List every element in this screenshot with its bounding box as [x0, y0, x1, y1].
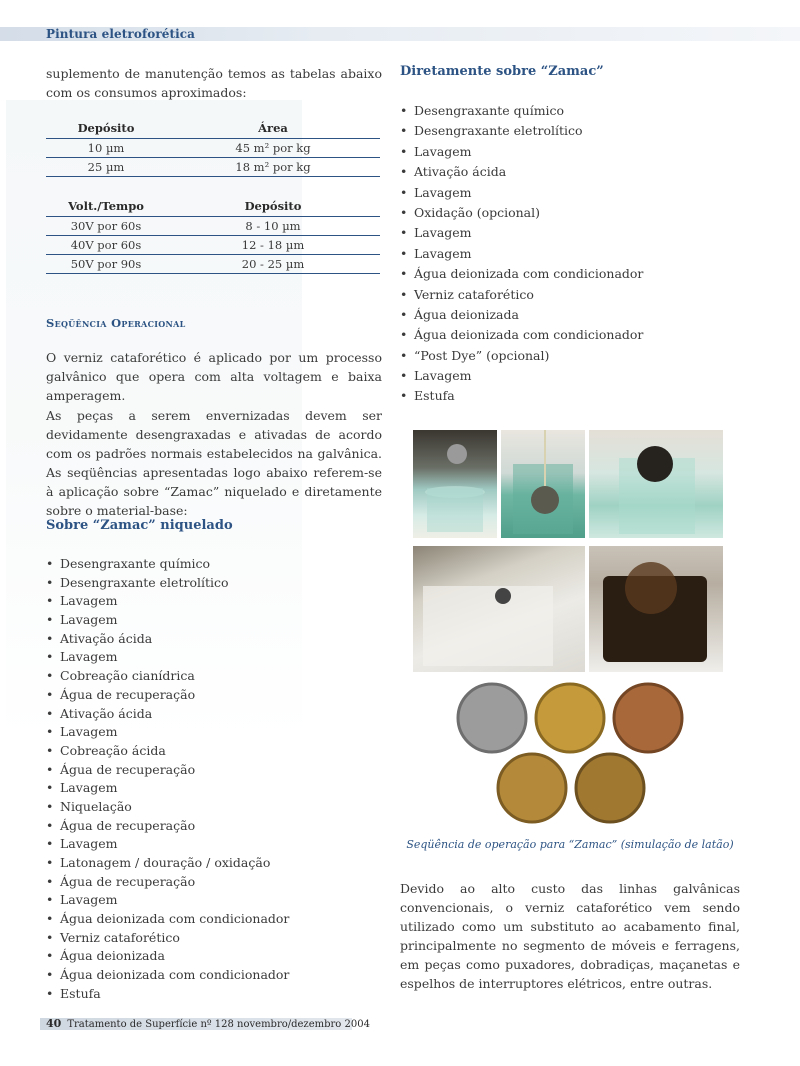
list-item-text: Água de recuperação — [60, 761, 196, 777]
bullet-icon: • — [400, 103, 408, 118]
list-item — [46, 686, 382, 705]
list-item-text: Lavagem — [414, 184, 472, 200]
paragraph-process: O verniz cataforético é aplicado por um processo galvânico que opera com alta voltagem e baixa amperagem. — [46, 350, 382, 403]
table-cell: 25 µm — [87, 160, 125, 174]
bullet-icon: • — [46, 612, 54, 628]
bullet-icon: • — [46, 948, 54, 964]
bullet-icon: • — [46, 556, 54, 571]
list-item-text: Lavagem — [60, 649, 118, 665]
list-item — [46, 761, 382, 780]
consumption-table — [46, 118, 380, 177]
figure-caption: Seqüência de operação para “Zamac” (simulação de latão) — [406, 838, 734, 851]
list-item — [46, 966, 382, 985]
list-item — [46, 742, 382, 761]
bullet-icon: • — [400, 225, 408, 241]
photo-beaker-2 — [501, 430, 585, 538]
list-item-text: Água deionizada com condicionador — [60, 911, 290, 927]
list-item-text: Lavagem — [414, 225, 472, 241]
list-item-text: Verniz cataforético — [60, 929, 180, 945]
list-item — [400, 346, 740, 366]
bullet-icon: • — [400, 204, 408, 220]
bullet-icon: • — [400, 184, 408, 200]
list-item — [400, 305, 740, 325]
list-item-text: Verniz cataforético — [414, 286, 534, 302]
bullet-icon: • — [400, 306, 408, 322]
list-item — [46, 817, 382, 836]
list-item-text: Água de recuperação — [60, 686, 196, 702]
direto-heading: Diretamente sobre “Zamac” — [400, 64, 604, 79]
bullet-icon: • — [400, 266, 408, 282]
list-item — [400, 386, 740, 406]
bullet-icon: • — [400, 286, 408, 302]
table-row — [46, 217, 380, 236]
list-item-text: Lavagem — [60, 724, 118, 740]
bullet-icon: • — [46, 817, 54, 833]
table-header-cell: Área — [258, 121, 288, 135]
bullet-icon: • — [400, 245, 408, 261]
photo-beaker-3 — [589, 430, 723, 538]
bullet-icon: • — [400, 388, 408, 404]
table-cell: 45 m² por kg — [235, 141, 311, 155]
list-item-text: Água deionizada com condicionador — [414, 327, 644, 343]
list-item — [46, 723, 382, 742]
list-item — [46, 854, 382, 873]
table-cell: 50V por 90s — [70, 257, 142, 271]
tank-illustration — [413, 546, 585, 672]
table-row — [46, 236, 380, 255]
list-item-text: Niquelação — [60, 798, 132, 814]
list-item — [400, 183, 740, 203]
bullet-icon: • — [46, 929, 54, 945]
bullet-icon: • — [46, 855, 54, 870]
list-item — [400, 244, 740, 264]
list-item-text: Lavagem — [60, 780, 118, 796]
list-item — [46, 947, 382, 966]
list-item-text: Oxidação (opcional) — [414, 204, 541, 220]
list-item-text: Lavagem — [60, 892, 118, 908]
list-item — [46, 648, 382, 667]
direto-steps-list — [400, 101, 740, 407]
list-item — [400, 325, 740, 345]
list-item — [46, 835, 382, 854]
list-item-text: Ativação ácida — [60, 630, 153, 646]
table-row — [46, 255, 380, 274]
page-number: 40 — [46, 1017, 62, 1030]
running-header: Pintura eletroforética — [46, 27, 196, 41]
list-item — [46, 611, 382, 630]
list-item-text: Estufa — [414, 388, 455, 404]
list-item — [46, 779, 382, 798]
beaker-illustration — [501, 430, 585, 538]
table-cell: 12 - 18 µm — [241, 238, 305, 252]
list-item — [400, 162, 740, 182]
list-item-text: Água deionizada — [414, 306, 519, 322]
bullet-icon: • — [46, 668, 54, 684]
table-header-row — [46, 118, 380, 139]
table-cell: 40V por 60s — [70, 238, 142, 252]
list-item-text: Estufa — [60, 985, 101, 1001]
table-row — [46, 139, 380, 158]
photo-dark-beaker — [589, 546, 723, 672]
bullet-icon: • — [46, 686, 54, 702]
niquelado-heading: Sobre “Zamac” niquelado — [46, 518, 233, 533]
list-item-text: Água de recuperação — [60, 817, 196, 833]
photo-tank — [413, 546, 585, 672]
intro-paragraph: suplemento de manutenção temos as tabelas abaixo com os consumos aproximados: — [46, 66, 382, 100]
list-item-text: Água de recuperação — [60, 873, 196, 889]
bullet-icon: • — [46, 967, 54, 983]
list-item-text: Água deionizada com condicionador — [60, 967, 290, 983]
list-item — [46, 592, 382, 611]
list-item-text: Lavagem — [60, 612, 118, 628]
list-item-text: Ativação ácida — [60, 705, 153, 721]
bullet-icon: • — [46, 724, 54, 740]
table-cell: 20 - 25 µm — [241, 257, 305, 271]
table-cell: 8 - 10 µm — [245, 219, 301, 233]
bullet-icon: • — [400, 164, 408, 180]
bullet-icon: • — [46, 911, 54, 927]
bullet-icon: • — [46, 892, 54, 908]
table-cell: 10 µm — [87, 141, 125, 155]
list-item — [46, 910, 382, 929]
list-item-text: Desengraxante eletrolítico — [414, 123, 583, 139]
list-item-text: Lavagem — [414, 368, 472, 384]
list-item-text: Cobreação cianídrica — [60, 668, 195, 684]
bullet-icon: • — [46, 761, 54, 777]
bullet-icon: • — [46, 630, 54, 646]
bullet-icon: • — [46, 574, 54, 590]
list-item-text: Água deionizada — [60, 948, 165, 964]
list-item-text: Água deionizada com condicionador — [414, 266, 644, 282]
bullet-icon: • — [400, 347, 408, 363]
footer — [46, 1017, 370, 1032]
list-item — [46, 630, 382, 649]
list-item — [400, 121, 740, 141]
bullet-icon: • — [46, 593, 54, 609]
paragraph-usage: Devido ao alto custo das linhas galvânicas convencionais, o verniz cataforético vem sendo utilizado como um substituto ao acabamento final, principalmente no segmento de móveis e ferragens, em peças como puxadores, dobradiças, maçanetas e espelhos de interruptores elétricos, entre outras. — [400, 881, 740, 991]
table-cell: 30V por 60s — [70, 219, 142, 233]
voltage-table — [46, 196, 380, 274]
medallions-illustration — [440, 678, 710, 826]
list-item — [46, 798, 382, 817]
beaker-illustration — [413, 430, 497, 538]
list-item — [46, 873, 382, 892]
table-header-cell: Volt./Tempo — [68, 199, 144, 213]
list-item-text: Desengraxante eletrolítico — [60, 574, 229, 590]
bullet-icon: • — [46, 798, 54, 814]
bullet-icon: • — [46, 780, 54, 796]
list-item-text: Lavagem — [60, 593, 118, 609]
list-item-text: Lavagem — [414, 245, 472, 261]
table-header-cell: Depósito — [244, 199, 302, 213]
list-item — [46, 929, 382, 948]
beaker-illustration — [589, 546, 723, 672]
list-item — [46, 667, 382, 686]
list-item — [400, 285, 740, 305]
table-header-cell: Depósito — [77, 121, 135, 135]
list-item-text: “Post Dye” (opcional) — [414, 347, 550, 363]
list-item — [400, 142, 740, 162]
bullet-icon: • — [46, 649, 54, 665]
list-item — [46, 891, 382, 910]
list-item-text: Ativação ácida — [414, 164, 507, 180]
list-item-text: Desengraxante químico — [60, 556, 211, 571]
list-item — [46, 555, 382, 574]
list-item — [46, 705, 382, 724]
list-item — [400, 366, 740, 386]
list-item-text: Latonagem / douração / oxidação — [60, 855, 271, 870]
list-item — [400, 203, 740, 223]
niquelado-steps-list — [46, 555, 382, 1004]
section-heading: Seqüência Operacional — [46, 316, 186, 330]
bullet-icon: • — [46, 742, 54, 758]
photo-medallions — [440, 678, 710, 826]
list-item — [400, 101, 740, 121]
beaker-illustration — [589, 430, 723, 538]
bullet-icon: • — [400, 368, 408, 384]
bullet-icon: • — [46, 985, 54, 1001]
paragraph-sequences: As peças a serem envernizadas devem ser devidamente desengraxadas e ativadas de acordo com os padrões normais estabelecidos na galvânica. As seqüências apresentadas logo abaixo referem-se à aplicação sobre “Zamac” niquelado e diretamente sobre o material-base: — [46, 408, 382, 518]
list-item — [46, 985, 382, 1004]
photo-beaker-1 — [413, 430, 497, 538]
table-header-row — [46, 196, 380, 217]
list-item — [400, 223, 740, 243]
list-item-text: Lavagem — [60, 836, 118, 852]
bullet-icon: • — [400, 327, 408, 343]
list-item-text: Desengraxante químico — [414, 103, 565, 118]
bullet-icon: • — [46, 705, 54, 721]
list-item-text: Lavagem — [414, 143, 472, 159]
list-item — [46, 574, 382, 593]
bullet-icon: • — [400, 143, 408, 159]
bullet-icon: • — [46, 836, 54, 852]
footer-text: Tratamento de Superfície nº 128 novembro/dezembro 2004 — [67, 1019, 370, 1030]
table-cell: 18 m² por kg — [235, 160, 311, 174]
bullet-icon: • — [400, 123, 408, 139]
table-row — [46, 158, 380, 177]
bullet-icon: • — [46, 873, 54, 889]
list-item — [400, 264, 740, 284]
list-item-text: Cobreação ácida — [60, 742, 166, 758]
